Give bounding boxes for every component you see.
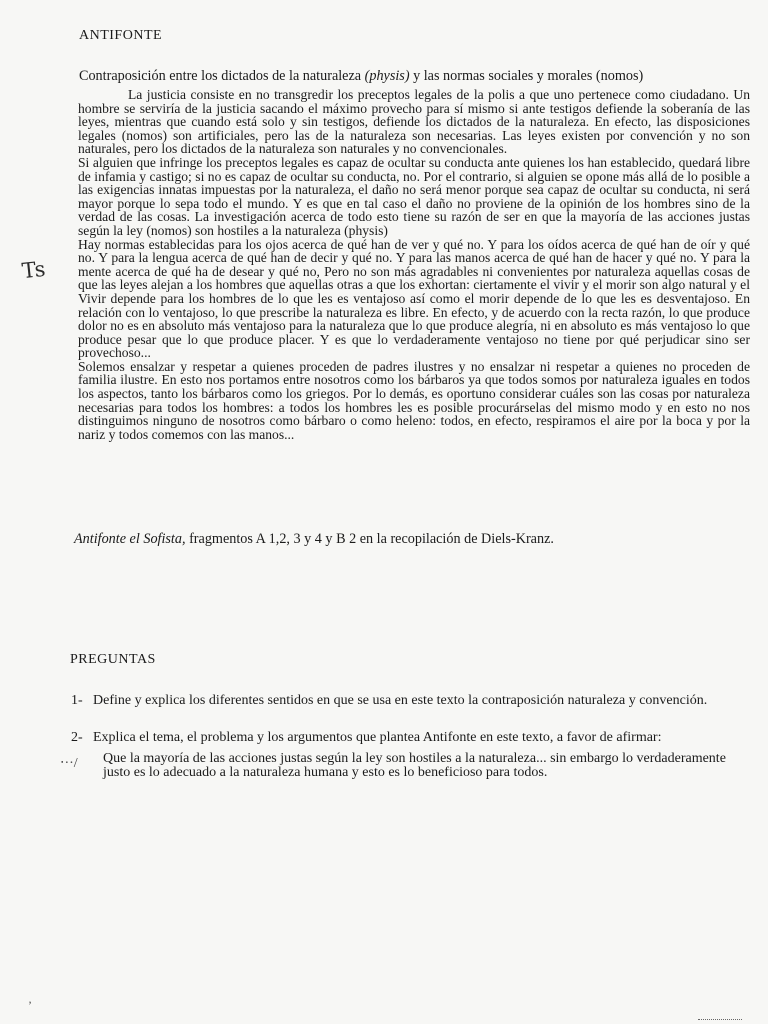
paragraph-normas: Hay normas establecidas para los ojos acerca de qué han de ver y qué no. Y para los oídos acerca de qué han de oír y qué no. Y para la lengua acerca de qué han de decir y qué no. Y para las manos acerca de qué han de hacer y qué no. Y para la mente acerca de qué ha de desear y qué no, Pero no son más agradables ni convenientes por naturaleza aquellas cosas de que las leyes alejan a los hombres que aquellas otras a que los exhortan: ciertamente el vivir y el morir son algo natural y el Vivir depende para los hombres de lo que les es ventajoso así como el morir depende de lo que les es desventajoso. En relación con lo ventajoso, lo que prescribe la naturaleza es libre. En efecto, y de acuerdo con la recta razón, lo que produce dolor no es en absoluto más ventajoso para la naturaleza que lo que produce alegría, ni en absoluto es más ventajoso lo que produce pesar que lo que produce placer. Y es que lo verdaderamente ventajoso no tiene por qué perjudicar sino ser provechoso... [78, 236, 750, 361]
question-number: 2- [71, 730, 83, 745]
question-text: Define y explica los diferentes sentidos en que se usa en este texto la contraposición naturaleza y convención. [93, 693, 708, 708]
document-title: ANTIFONTE [79, 28, 163, 43]
question-item [71, 731, 741, 745]
stray-mark-icon: ’ [28, 998, 32, 1012]
heading-text-start: Contraposición entre los dictados de la naturaleza [79, 68, 365, 84]
citation [74, 530, 754, 548]
edge-scribble-icon [698, 1015, 742, 1020]
citation-source: fragmentos A 1,2, 3 y 4 y B 2 en la recopilación de Diels-Kranz. [185, 531, 554, 547]
paragraph-ensalzar: Solemos ensalzar y respetar a quienes proceden de padres ilustres y no ensalzar ni respetar a quienes no proceden de familia ilustre. En esto nos portamos entre nosotros como los bárbaros ya que todos somos por naturaleza iguales en todos los aspectos, tanto los bárbaros como los griegos. Por lo demás, es oportuno considerar cuáles son las cosas por naturaleza necesarias para todos los hombres: a todos los hombres les es posible procurárselas del mismo modo y en esto no nos distinguimos ninguno de nosotros como bárbaro o como heleno: todos, en efecto, respiramos el aire por la boca y por la nariz y todos comemos con las manos... [78, 358, 750, 442]
question-quote: Que la mayoría de las acciones justas según la ley son hostiles a la naturaleza... sin embargo lo verdaderamente justo es lo adecuado a la naturaleza humana y esto es lo beneficioso para todos. [103, 751, 726, 780]
document-heading [79, 68, 739, 84]
handwritten-mark-icon: ‧··/ [60, 756, 78, 771]
heading-physis: (physis) [364, 68, 410, 84]
questions-title: PREGUNTAS [70, 652, 156, 667]
handwritten-margin-note: Ts [20, 256, 47, 284]
question-text: Explica el tema, el problema y los argumentos que plantea Antifonte en este texto, a favor de afirmar: [93, 730, 662, 745]
paragraph-justicia: La justicia consiste en no transgredir los preceptos legales de la polis a que uno pertenece como ciudadano. Un hombre se serviría de la justicia sacando el máximo provecho para sí mismo si ante testigos defiende la soberanía de las leyes, mientras que cuando está solo y sin testigos, defiende los dictados de la naturaleza. En efecto, las disposiciones legales (nomos) son artificiales, pero las de la naturaleza son necesarias. Las leyes existen por convención y no son naturales, pero los dictados de la naturaleza son naturales y no convencionales. [78, 87, 750, 157]
paragraph-preceptos: Si alguien que infringe los preceptos legales es capaz de ocultar su conducta ante quienes los han establecido, quedará libre de infamia y castigo; si no es capaz de ocultar su conducta, no. Por el contrario, si alguien se opone más allá de lo posible a las exigencias innatas impuestas por la naturaleza, el daño no será menor porque sea capaz de ocultar su conducta, ni será mayor porque lo sepa todo el mundo. Y es que en tal caso el daño no proviene de la opinión de los hombres sino de la verdad de las cosas. La investigación acerca de todo esto tiene su razón de ser en que la mayoría de las acciones justas según la ley (nomos) son hostiles a la naturaleza (physis) [78, 154, 750, 238]
question-number: 1- [71, 693, 83, 708]
heading-text-end: y las normas sociales y morales (nomos) [409, 68, 644, 84]
citation-author: Antifonte el Sofista, [74, 531, 186, 547]
question-item [71, 694, 731, 708]
fragment-text [78, 88, 750, 441]
